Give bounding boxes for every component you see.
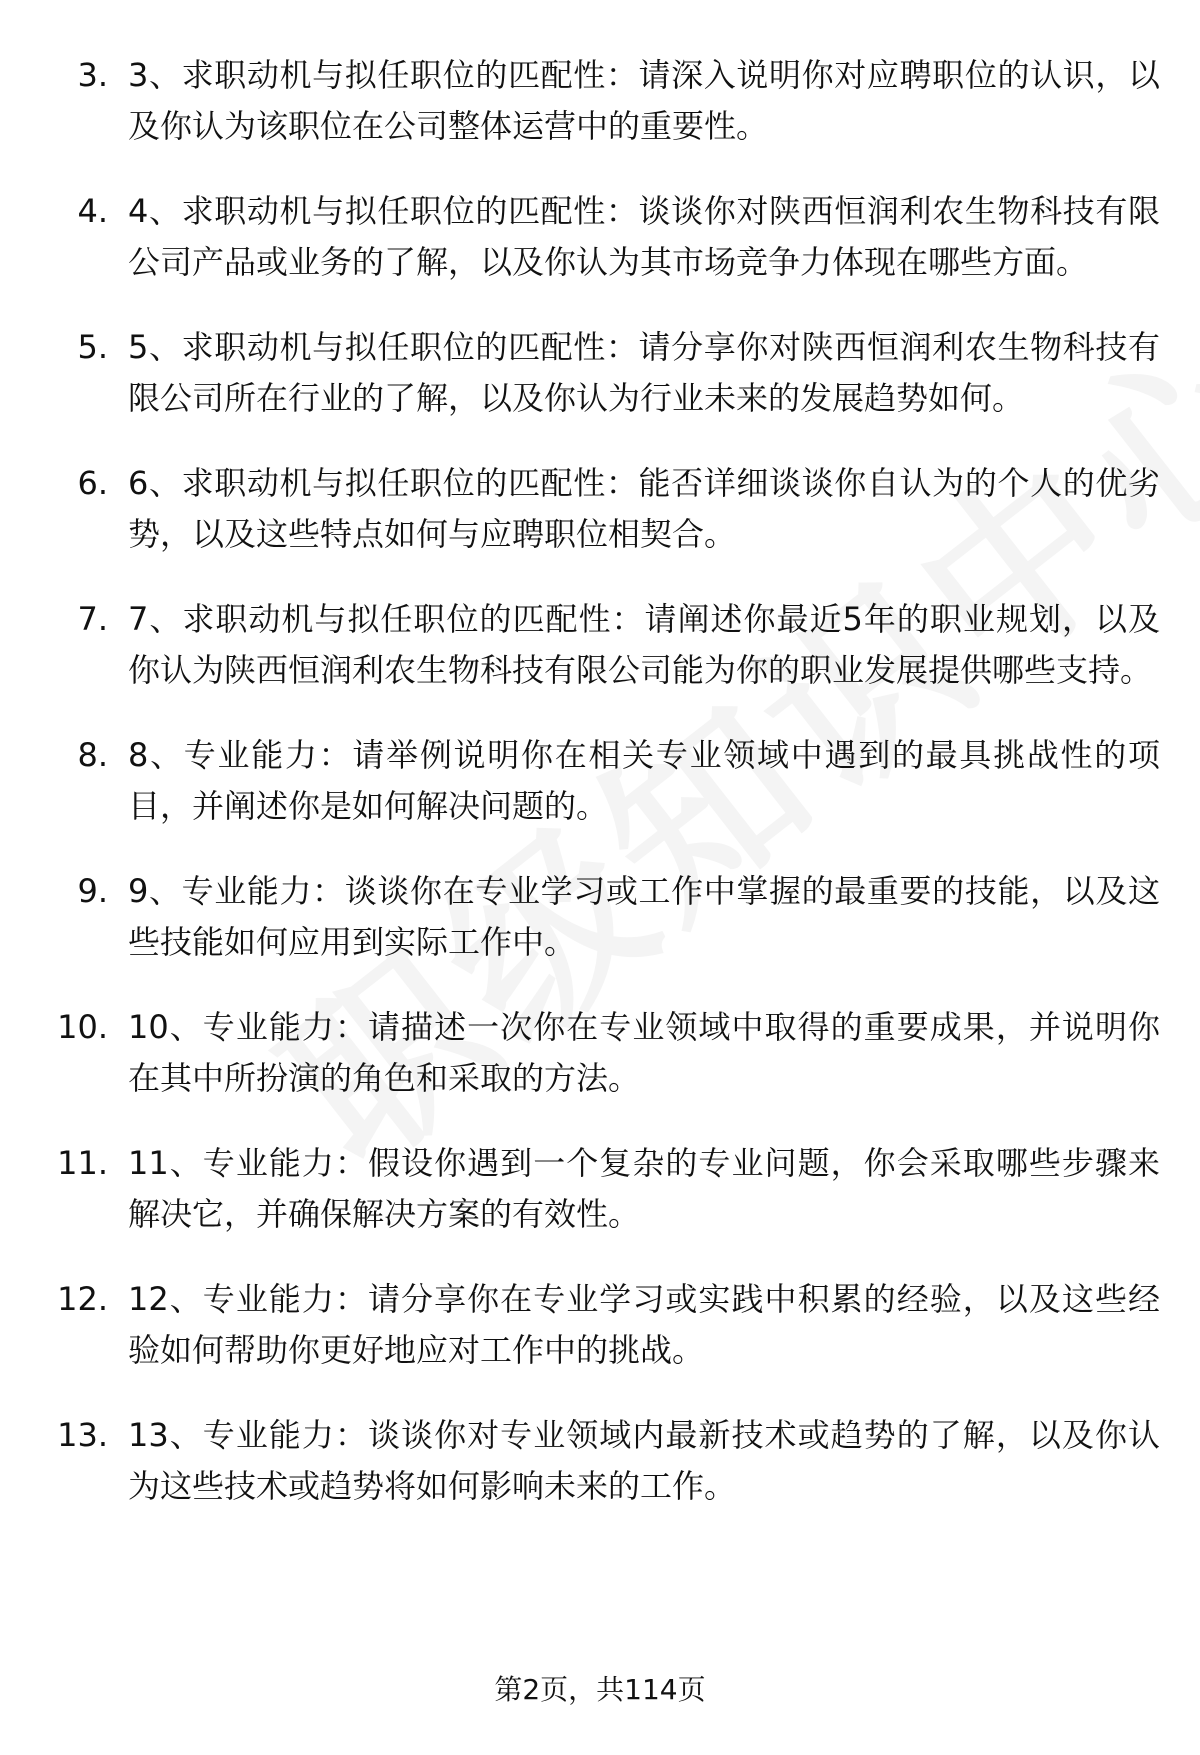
question-text: 11、专业能力：假设你遇到一个复杂的专业问题，你会采取哪些步骤来解决它，并确保解决方案的有效性。 — [128, 1144, 1160, 1233]
question-text: 10、专业能力：请描述一次你在专业领域中取得的重要成果，并说明你在其中所扮演的角色和采取的方法。 — [128, 1008, 1160, 1097]
question-text: 6、求职动机与拟任职位的匹配性：能否详细谈谈你自认为的个人的优劣势，以及这些特点如何与应聘职位相契合。 — [128, 464, 1160, 553]
question-list — [0, 50, 1200, 1546]
question-text: 3、求职动机与拟任职位的匹配性：请深入说明你对应聘职位的认识，以及你认为该职位在公司整体运营中的重要性。 — [128, 56, 1160, 145]
question-number: 12. — [57, 1280, 108, 1318]
question-item-3 — [0, 50, 1200, 152]
question-text: 7、求职动机与拟任职位的匹配性：请阐述你最近5年的职业规划，以及你认为陕西恒润利农生物科技有限公司能为你的职业发展提供哪些支持。 — [128, 600, 1160, 689]
question-number: 13. — [57, 1416, 108, 1454]
page-footer: 第2页，共114页 — [494, 1673, 706, 1706]
question-item-8 — [0, 730, 1200, 832]
question-number: 8. — [77, 736, 108, 774]
question-text: 9、专业能力：谈谈你在专业学习或工作中掌握的最重要的技能，以及这些技能如何应用到实际工作中。 — [128, 872, 1160, 961]
question-text: 8、专业能力：请举例说明你在相关专业领域中遇到的最具挑战性的项目，并阐述你是如何解决问题的。 — [128, 736, 1160, 825]
question-number: 11. — [57, 1144, 108, 1182]
question-text: 5、求职动机与拟任职位的匹配性：请分享你对陕西恒润利农生物科技有限公司所在行业的了解，以及你认为行业未来的发展趋势如何。 — [128, 328, 1160, 417]
question-item-7 — [0, 594, 1200, 696]
question-item-13 — [0, 1410, 1200, 1512]
question-item-9 — [0, 866, 1200, 968]
question-text: 12、专业能力：请分享你在专业学习或实践中积累的经验，以及这些经验如何帮助你更好地应对工作中的挑战。 — [128, 1280, 1160, 1369]
question-item-11 — [0, 1138, 1200, 1240]
question-number: 6. — [77, 464, 108, 502]
question-text: 13、专业能力：谈谈你对专业领域内最新技术或趋势的了解，以及你认为这些技术或趋势将如何影响未来的工作。 — [128, 1416, 1160, 1505]
question-number: 7. — [77, 600, 108, 638]
question-item-10 — [0, 1002, 1200, 1104]
question-number: 3. — [77, 56, 108, 94]
question-number: 9. — [77, 872, 108, 910]
question-item-4 — [0, 186, 1200, 288]
question-item-5 — [0, 322, 1200, 424]
question-number: 10. — [57, 1008, 108, 1046]
question-number: 5. — [77, 328, 108, 366]
question-number: 4. — [77, 192, 108, 230]
question-item-12 — [0, 1274, 1200, 1376]
question-text: 4、求职动机与拟任职位的匹配性：谈谈你对陕西恒润利农生物科技有限公司产品或业务的了解，以及你认为其市场竞争力体现在哪些方面。 — [128, 192, 1160, 281]
question-item-6 — [0, 458, 1200, 560]
